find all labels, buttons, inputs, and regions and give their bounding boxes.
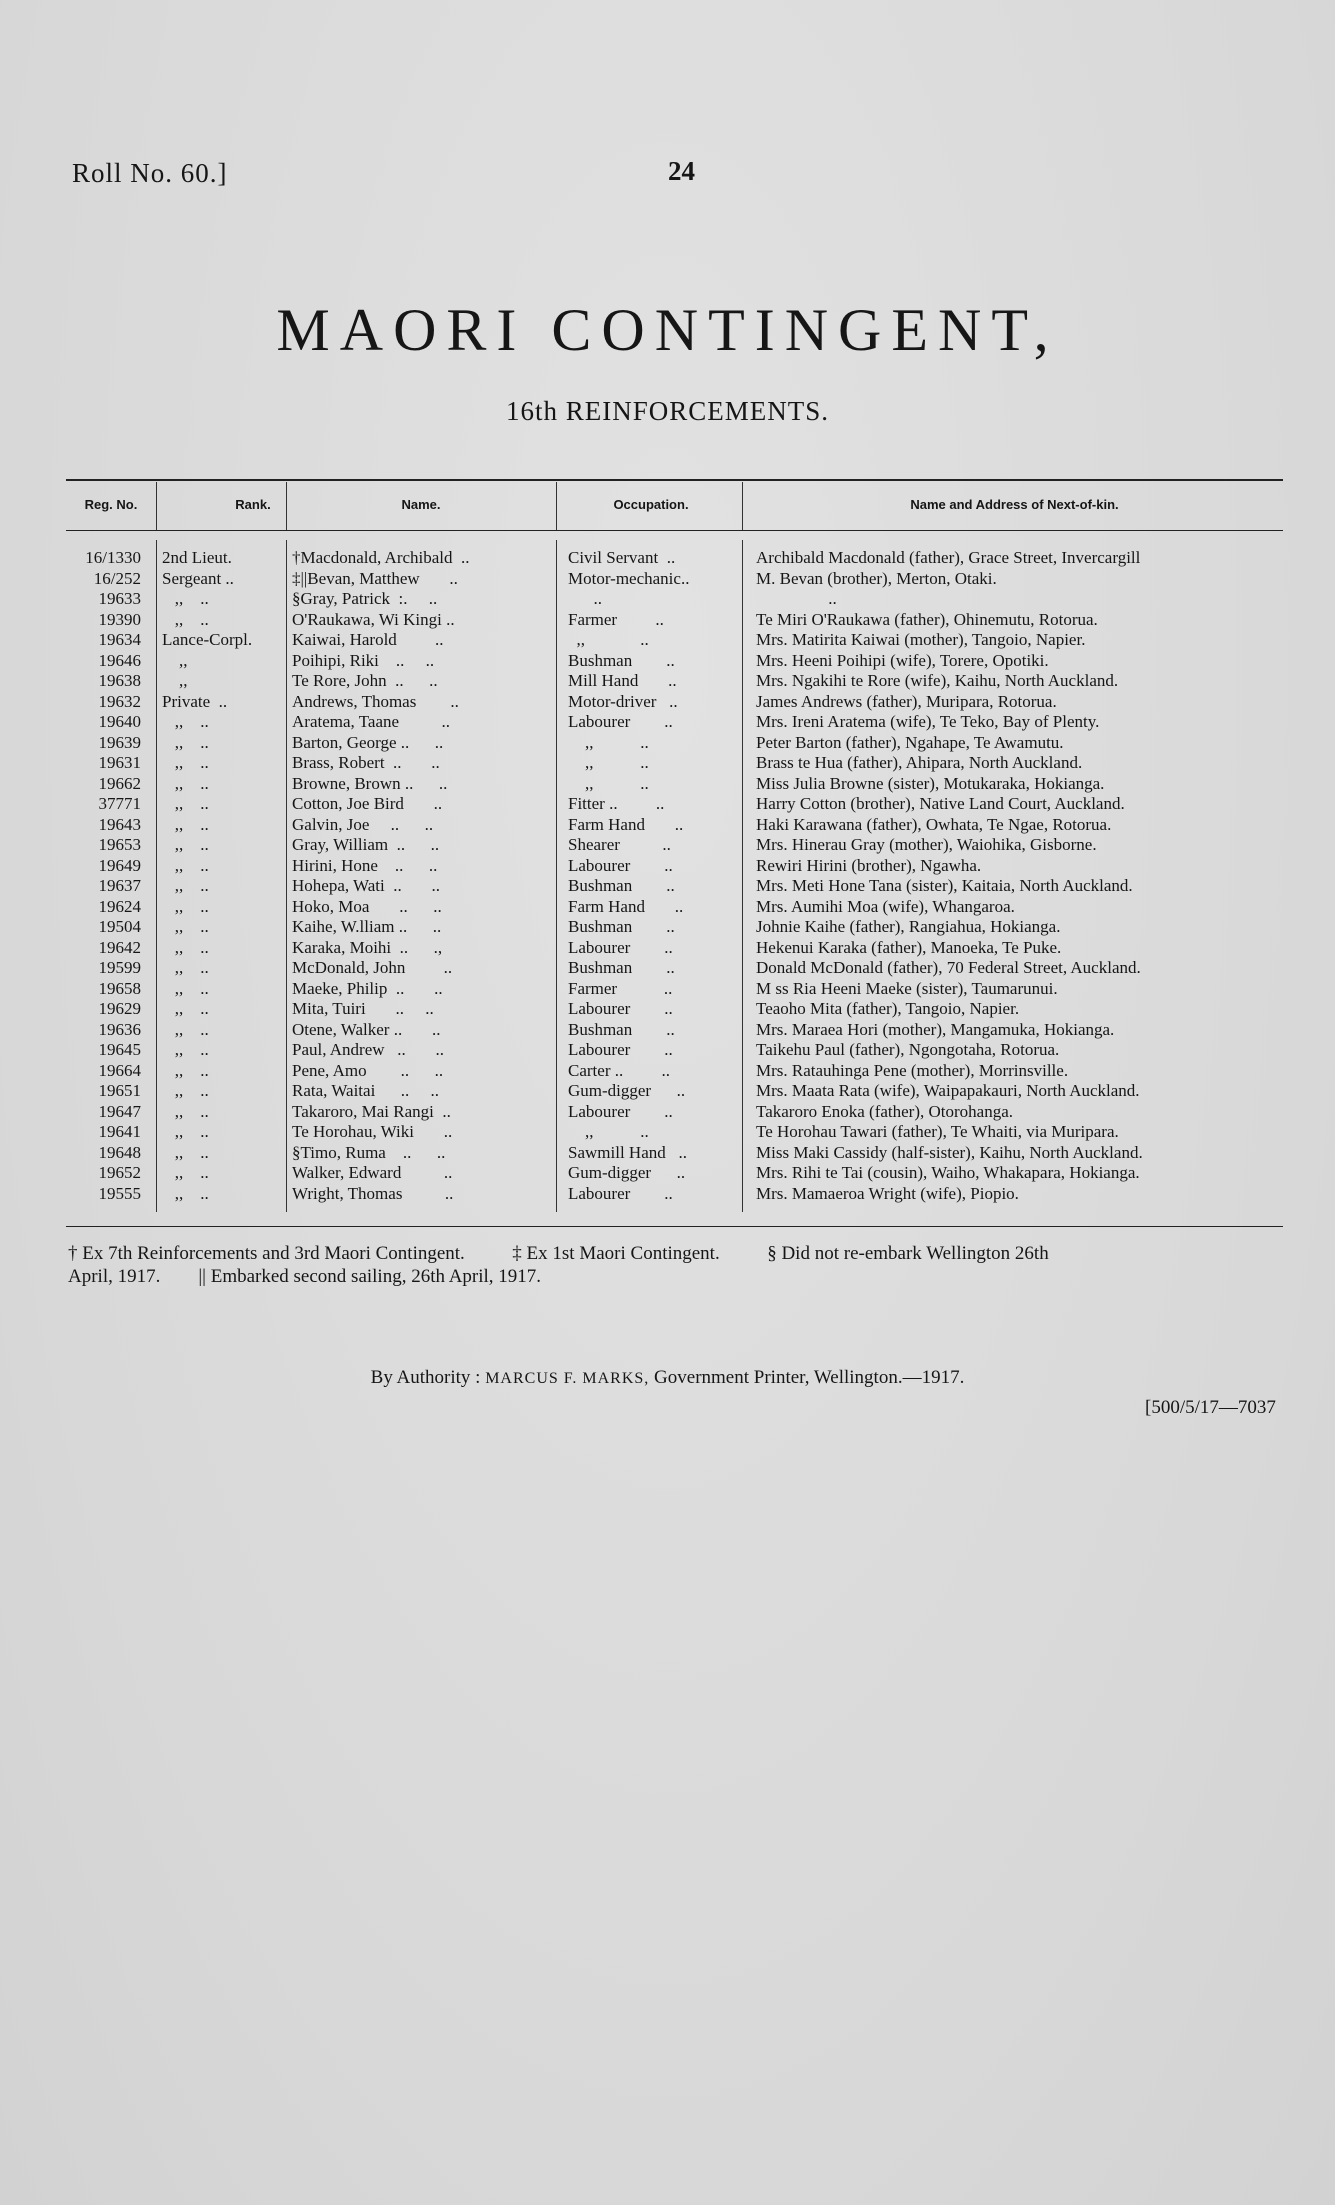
- occupation-cell: Farmer ..: [568, 609, 664, 629]
- rank-cell: ,, ..: [162, 958, 209, 977]
- occupation-cell: ,, ..: [568, 630, 649, 649]
- rank-cell: ,, ..: [162, 753, 209, 772]
- rank-cell: ,, ..: [162, 794, 209, 813]
- reg-cell: 19638: [98, 671, 141, 690]
- rank-cell: ,, ..: [162, 1101, 209, 1121]
- rank-cell: Lance-Corpl.: [162, 630, 253, 649]
- table-row: [66, 733, 1283, 754]
- table-row: [66, 999, 1283, 1020]
- name-cell: Te Horohau, Wiki ..: [292, 1122, 453, 1141]
- name-cell: Rata, Waitai .. ..: [292, 1081, 440, 1100]
- reg-cell: 19637: [98, 876, 141, 895]
- column-header-rank: Rank.: [235, 497, 271, 512]
- occupation-cell: Fitter .. ..: [568, 794, 665, 813]
- column-header-occupation: Occupation.: [613, 497, 689, 512]
- occupation-cell: ,, ..: [568, 1122, 649, 1141]
- kin-cell: Hekenui Karaka (father), Manoeka, Te Puke.: [756, 937, 1062, 957]
- name-cell: §Gray, Patrick :. ..: [292, 589, 438, 608]
- kin-cell: Taikehu Paul (father), Ngongotaha, Rotorua.: [756, 1040, 1060, 1059]
- reg-cell: 19658: [98, 978, 141, 998]
- kin-cell: Archibald Macdonald (father), Grace Street, Invercargill: [756, 548, 1141, 567]
- rank-cell: ,, ..: [162, 1122, 209, 1141]
- rank-cell: ,, ..: [162, 1060, 209, 1080]
- rank-cell: Sergeant ..: [162, 568, 234, 588]
- name-cell: †Macdonald, Archibald ..: [292, 548, 470, 567]
- table-row: [66, 1061, 1283, 1082]
- occupation-cell: Civil Servant ..: [568, 548, 676, 567]
- occupation-cell: Carter .. ..: [568, 1060, 670, 1080]
- reg-cell: 19649: [98, 855, 141, 875]
- occupation-cell: Farm Hand ..: [568, 814, 684, 834]
- reg-cell: 19631: [98, 753, 141, 772]
- name-cell: Poihipi, Riki .. ..: [292, 650, 435, 670]
- kin-cell: Mrs. Rihi te Tai (cousin), Waiho, Whakapara, Hokianga.: [756, 1163, 1140, 1182]
- reg-cell: 19599: [98, 958, 141, 977]
- rank-cell: ,, ..: [162, 732, 209, 752]
- reg-cell: 37771: [98, 794, 141, 813]
- reg-cell: 19646: [98, 650, 141, 670]
- occupation-cell: Gum-digger ..: [568, 1081, 686, 1100]
- rank-cell: ,, ..: [162, 1163, 209, 1182]
- table-row: [66, 651, 1283, 672]
- name-cell: Paul, Andrew .. ..: [292, 1040, 445, 1059]
- footnotes-line-1: † Ex 7th Reinforcements and 3rd Maori Contingent. ‡ Ex 1st Maori Contingent. § Did not re-embark Wellington 26th: [68, 1243, 1049, 1264]
- table-row: [66, 856, 1283, 877]
- name-cell: Browne, Brown .. ..: [292, 773, 448, 793]
- authority-line: [0, 1367, 1335, 1389]
- name-cell: §Timo, Ruma .. ..: [292, 1142, 446, 1162]
- table-row: [66, 1020, 1283, 1041]
- table-row: [66, 1081, 1283, 1102]
- occupation-cell: ,, ..: [568, 732, 649, 752]
- rank-cell: 2nd Lieut.: [162, 548, 232, 567]
- name-cell: Otene, Walker .. ..: [292, 1019, 441, 1039]
- table-row: [66, 815, 1283, 836]
- occupation-cell: Mill Hand ..: [568, 671, 677, 690]
- kin-cell: Mrs. Hinerau Gray (mother), Waiohika, Gisborne.: [756, 835, 1097, 854]
- kin-cell: Mrs. Aumihi Moa (wife), Whangaroa.: [756, 896, 1015, 916]
- reg-cell: 19636: [98, 1019, 141, 1039]
- kin-cell: Mrs. Ireni Aratema (wife), Te Teko, Bay of Plenty.: [756, 712, 1100, 731]
- rank-cell: ,, ..: [162, 937, 209, 957]
- authority-printer: MARCUS F. MARKS,: [485, 1370, 650, 1387]
- reg-cell: 19639: [98, 732, 141, 752]
- rank-cell: ,, ..: [162, 999, 209, 1018]
- occupation-cell: Sawmill Hand ..: [568, 1142, 687, 1162]
- rank-cell: ,, ..: [162, 1040, 209, 1059]
- kin-cell: Mrs. Maraea Hori (mother), Mangamuka, Hokianga.: [756, 1019, 1115, 1039]
- rank-cell: ,,: [162, 650, 188, 670]
- table-row: [66, 917, 1283, 938]
- roll-prefix: Roll: [72, 158, 123, 188]
- table-row: [66, 897, 1283, 918]
- name-cell: Kaiwai, Harold ..: [292, 630, 444, 649]
- kin-cell: Harry Cotton (brother), Native Land Court, Auckland.: [756, 794, 1125, 813]
- name-cell: Kaihe, W.lliam .. ..: [292, 917, 442, 936]
- kin-cell: Teaoho Mita (father), Tangoio, Napier.: [756, 999, 1020, 1018]
- table-row: [66, 548, 1283, 569]
- reg-cell: 16/252: [93, 568, 141, 588]
- rank-cell: ,, ..: [162, 835, 209, 854]
- reg-cell: 19647: [98, 1101, 141, 1121]
- header-divider: [742, 482, 743, 530]
- kin-cell: Te Miri O'Raukawa (father), Ohinemutu, Rotorua.: [756, 609, 1098, 629]
- kin-cell: Johnie Kaihe (father), Rangiahua, Hokianga.: [756, 917, 1061, 936]
- occupation-cell: Labourer ..: [568, 1183, 673, 1203]
- name-cell: Andrews, Thomas ..: [292, 691, 459, 711]
- authority-prefix: By Authority :: [370, 1367, 481, 1388]
- table-row: [66, 876, 1283, 897]
- kin-cell: Te Horohau Tawari (father), Te Whaiti, via Muripara.: [756, 1122, 1119, 1141]
- reg-cell: 19640: [98, 712, 141, 731]
- name-cell: Maeke, Philip .. ..: [292, 978, 443, 998]
- column-header-reg: Reg. No.: [84, 497, 138, 512]
- rank-cell: ,, ..: [162, 855, 209, 875]
- kin-cell: Mrs. Meti Hone Tana (sister), Kaitaia, North Auckland.: [756, 876, 1133, 895]
- kin-cell: M. Bevan (brother), Merton, Otaki.: [756, 568, 997, 588]
- reg-cell: 19504: [98, 917, 141, 936]
- rank-cell: ,, ..: [162, 1081, 209, 1100]
- table-row: [66, 938, 1283, 959]
- name-cell: McDonald, John ..: [292, 958, 453, 977]
- name-cell: Cotton, Joe Bird ..: [292, 794, 443, 813]
- header-divider: [556, 482, 557, 530]
- reg-cell: 19664: [98, 1060, 141, 1080]
- occupation-cell: Labourer ..: [568, 1040, 673, 1059]
- kin-cell: Mrs. Heeni Poihipi (wife), Torere, Opotiki.: [756, 650, 1049, 670]
- table-header-rule: [66, 530, 1283, 531]
- rank-cell: ,, ..: [162, 1142, 209, 1162]
- print-reference: [500/5/17—7037: [1145, 1397, 1276, 1418]
- kin-cell: Haki Karawana (father), Owhata, Te Ngae, Rotorua.: [756, 814, 1112, 834]
- name-cell: Walker, Edward ..: [292, 1163, 453, 1182]
- rank-cell: ,, ..: [162, 609, 209, 629]
- occupation-cell: Farmer ..: [568, 978, 673, 998]
- kin-cell: Miss Julia Browne (sister), Motukaraka, Hokianga.: [756, 773, 1105, 793]
- occupation-cell: ..: [568, 589, 602, 608]
- rank-cell: ,, ..: [162, 773, 209, 793]
- reg-cell: 19645: [98, 1040, 141, 1059]
- rank-cell: ,, ..: [162, 814, 209, 834]
- roll-table-body: [66, 548, 1283, 1204]
- name-cell: Galvin, Joe .. ..: [292, 814, 434, 834]
- reg-cell: 19641: [98, 1122, 141, 1141]
- occupation-cell: Labourer ..: [568, 999, 673, 1018]
- kin-cell: Brass te Hua (father), Ahipara, North Auckland.: [756, 753, 1083, 772]
- kin-cell: ..: [756, 589, 837, 608]
- rank-cell: ,,: [162, 671, 188, 690]
- page-title: MAORI CONTINGENT,: [276, 297, 1059, 363]
- reg-cell: 19643: [98, 814, 141, 834]
- occupation-cell: Labourer ..: [568, 937, 673, 957]
- table-row: [66, 589, 1283, 610]
- name-cell: Te Rore, John .. ..: [292, 671, 438, 690]
- name-cell: Brass, Robert .. ..: [292, 753, 440, 772]
- name-cell: Pene, Amo .. ..: [292, 1060, 444, 1080]
- kin-cell: James Andrews (father), Muripara, Rotorua.: [756, 691, 1057, 711]
- occupation-cell: Shearer ..: [568, 835, 671, 854]
- rank-cell: ,, ..: [162, 1019, 209, 1039]
- reg-cell: 19642: [98, 937, 141, 957]
- kin-cell: M ss Ria Heeni Maeke (sister), Taumarunui.: [756, 978, 1058, 998]
- authority-suffix: Government Printer, Wellington.—1917.: [654, 1367, 965, 1388]
- occupation-cell: Labourer ..: [568, 1101, 673, 1121]
- table-row: [66, 753, 1283, 774]
- name-cell: Wright, Thomas ..: [292, 1183, 454, 1203]
- table-header: [66, 480, 1283, 530]
- footnotes-line-2: April, 1917. || Embarked second sailing, 26th April, 1917.: [68, 1266, 542, 1287]
- reg-cell: 19634: [98, 630, 141, 649]
- occupation-cell: Labourer ..: [568, 855, 673, 875]
- occupation-cell: Bushman ..: [568, 876, 675, 895]
- name-cell: Aratema, Taane ..: [292, 712, 451, 731]
- kin-cell: Takaroro Enoka (father), Otorohanga.: [756, 1101, 1014, 1121]
- reg-cell: 19555: [98, 1183, 141, 1203]
- name-cell: Mita, Tuiri .. ..: [292, 999, 434, 1018]
- occupation-cell: Bushman ..: [568, 917, 675, 936]
- occupation-cell: Gum-digger ..: [568, 1163, 686, 1182]
- table-row: [66, 569, 1283, 590]
- rank-cell: ,, ..: [162, 876, 209, 895]
- rank-cell: ,, ..: [162, 589, 209, 608]
- rank-cell: ,, ..: [162, 712, 209, 731]
- name-cell: Barton, George .. ..: [292, 732, 444, 752]
- rank-cell: ,, ..: [162, 978, 209, 998]
- reg-cell: 19652: [98, 1163, 141, 1182]
- table-bottom-rule: [66, 1226, 1283, 1227]
- table-row: [66, 1040, 1283, 1061]
- name-cell: Hirini, Hone .. ..: [292, 855, 438, 875]
- name-cell: ‡||Bevan, Matthew ..: [292, 568, 458, 588]
- reg-cell: 19632: [98, 691, 141, 711]
- rank-cell: ,, ..: [162, 1183, 209, 1203]
- occupation-cell: Motor-driver ..: [568, 691, 678, 711]
- rank-cell: ,, ..: [162, 896, 209, 916]
- header-divider: [286, 482, 287, 530]
- table-row: [66, 774, 1283, 795]
- table-row: [66, 979, 1283, 1000]
- occupation-cell: Farm Hand ..: [568, 896, 684, 916]
- table-row: [66, 1184, 1283, 1205]
- kin-cell: Donald McDonald (father), 70 Federal Street, Auckland.: [756, 958, 1141, 977]
- occupation-cell: ,, ..: [568, 753, 649, 772]
- reg-cell: 19624: [98, 896, 141, 916]
- table-row: [66, 1143, 1283, 1164]
- name-cell: Gray, William .. ..: [292, 835, 440, 854]
- kin-cell: Rewiri Hirini (brother), Ngawha.: [756, 855, 982, 875]
- table-row: [66, 630, 1283, 651]
- occupation-cell: Bushman ..: [568, 650, 675, 670]
- table-row: [66, 958, 1283, 979]
- kin-cell: Miss Maki Cassidy (half-sister), Kaihu, North Auckland.: [756, 1142, 1143, 1162]
- reg-cell: 19651: [98, 1081, 141, 1100]
- table-row: [66, 794, 1283, 815]
- occupation-cell: Labourer ..: [568, 712, 673, 731]
- reg-cell: 19662: [98, 773, 141, 793]
- column-header-name: Name.: [401, 497, 441, 512]
- rank-cell: ,, ..: [162, 917, 209, 936]
- reg-cell: 16/1330: [85, 548, 141, 567]
- name-cell: Hohepa, Wati .. ..: [292, 876, 440, 895]
- reg-cell: 19629: [98, 999, 141, 1018]
- table-row: [66, 671, 1283, 692]
- name-cell: Hoko, Moa .. ..: [292, 896, 442, 916]
- roll-number: No. 60.]: [130, 158, 228, 188]
- reg-cell: 19653: [98, 835, 141, 854]
- occupation-cell: ,, ..: [568, 773, 649, 793]
- kin-cell: Mrs. Ratauhinga Pene (mother), Morrinsville.: [756, 1060, 1069, 1080]
- kin-cell: Mrs. Mamaeroa Wright (wife), Piopio.: [756, 1183, 1019, 1203]
- column-header-kin: Name and Address of Next-of-kin.: [910, 497, 1119, 512]
- kin-cell: Peter Barton (father), Ngahape, Te Awamutu.: [756, 732, 1064, 752]
- rank-cell: Private ..: [162, 691, 228, 711]
- name-cell: O'Raukawa, Wi Kingi ..: [292, 609, 455, 629]
- reg-cell: 19648: [98, 1142, 141, 1162]
- occupation-cell: Motor-mechanic..: [568, 568, 690, 588]
- table-row: [66, 692, 1283, 713]
- page-number: 24: [668, 156, 695, 186]
- table-row: [66, 1102, 1283, 1123]
- reg-cell: 19390: [98, 609, 141, 629]
- table-row: [66, 1122, 1283, 1143]
- reg-cell: 19633: [98, 589, 141, 608]
- occupation-cell: Bushman ..: [568, 1019, 675, 1039]
- page-subtitle: 16th REINFORCEMENTS.: [505, 396, 830, 426]
- roll-header: [72, 158, 228, 189]
- kin-cell: Mrs. Maata Rata (wife), Waipapakauri, North Auckland.: [756, 1081, 1140, 1100]
- name-cell: Takaroro, Mai Rangi ..: [292, 1101, 451, 1121]
- table-row: [66, 610, 1283, 631]
- header-divider: [156, 482, 157, 530]
- name-cell: Karaka, Moihi .. .,: [292, 937, 443, 957]
- occupation-cell: Bushman ..: [568, 958, 675, 977]
- table-row: [66, 835, 1283, 856]
- kin-cell: Mrs. Ngakihi te Rore (wife), Kaihu, North Auckland.: [756, 671, 1119, 690]
- kin-cell: Mrs. Matirita Kaiwai (mother), Tangoio, Napier.: [756, 630, 1086, 649]
- table-row: [66, 1163, 1283, 1184]
- table-row: [66, 712, 1283, 733]
